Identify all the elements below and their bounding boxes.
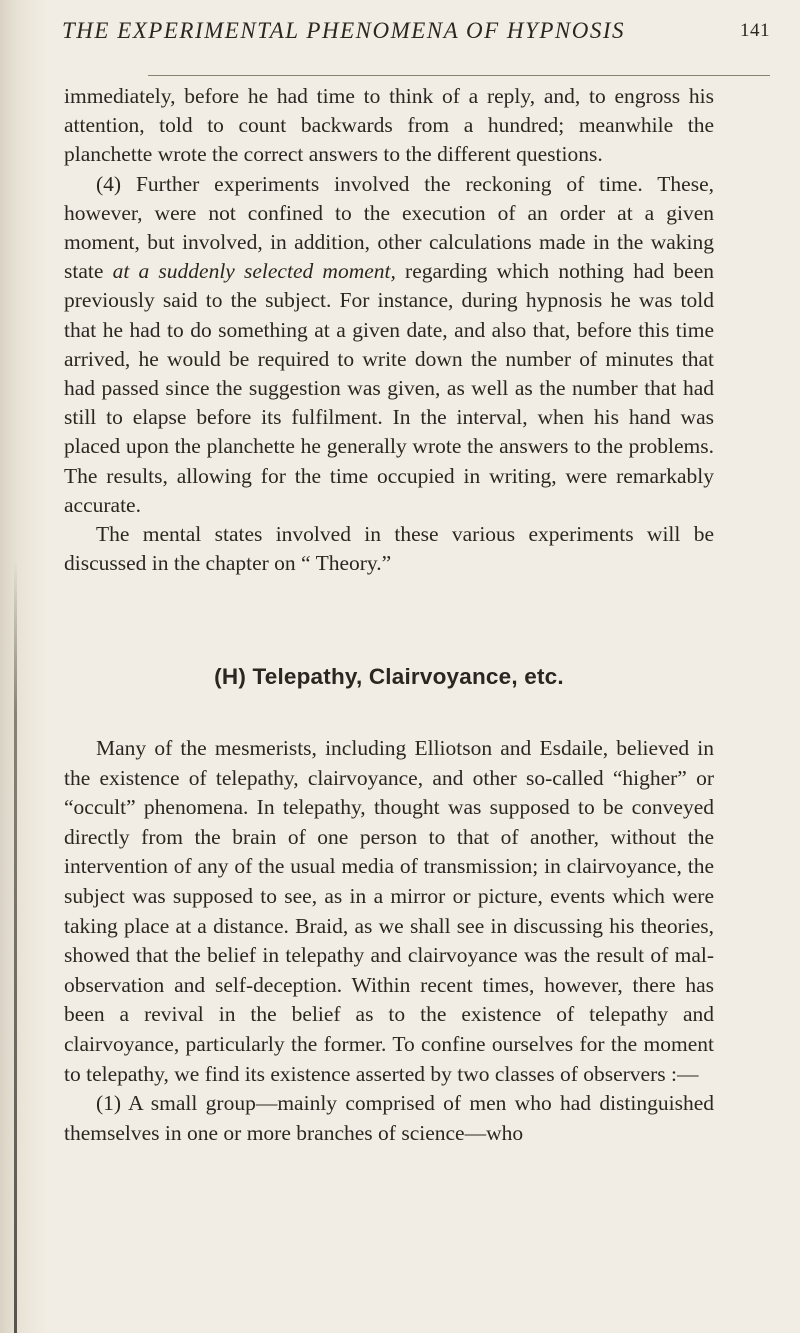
paragraph-text: regarding which nothing had been previously said to the subject. For instance, during hypnosis he was told that he had to do something at a given date, and also that, before this time arrived, he would be required to write down the number of minutes that had passed since the suggestion was given, as well as the number that had still to elapse before its fulfilment. In the interval, when his hand was placed upon the planchette he generally wrote the answers to the problems. The results, allowing for the time occupied in writing, were remarkably accurate. xyxy=(64,259,715,517)
italic-phrase: at a suddenly selected moment, xyxy=(112,259,396,284)
header-rule xyxy=(148,75,770,76)
paragraph-small-group: (1) A small group—mainly comprised of men who had distinguished themselves in one or more branches of science—who xyxy=(64,1091,714,1145)
binding-edge xyxy=(14,560,17,1333)
page-header xyxy=(62,18,770,52)
paragraph-text: (4) Further experiments involved the reckoning of time. These, however, were not confined to the execution of an order at a given moment, but involved, in addition, other calculations made in the waking state xyxy=(64,171,714,284)
section-heading: (H) Telepathy, Clairvoyance, etc. xyxy=(214,664,564,689)
body-text-bottom xyxy=(64,734,714,1148)
body-text-top xyxy=(64,82,714,578)
paragraph-mesmerists: Many of the mesmerists, including Elliotson and Esdaile, believed in the existence of telepathy, clairvoyance, and other so-called “higher” or “occult” phenomena. In telepathy, thought was supposed to be conveyed directly from the brain of one person to that of another, without the intervention of any of the usual media of transmission; in clairvoyance, the subject was supposed to see, as in a mirror or picture, events which were taking place at a distance. Braid, as we shall see in discussing his theories, showed that the belief in telepathy and clairvoyance was the result of mal-observation and self-deception. Within recent times, however, there has been a revival in the belief as to the existence of telepathy and clairvoyance, particularly the former. To confine ourselves for the moment to telepathy, we find its existence asserted by two classes of observers :— xyxy=(64,736,714,1086)
paragraph-continuation: immediately, before he had time to think of a reply, and, to engross his attention, told to count backwards from a hundred; meanwhile the planchette wrote the correct answers to the different questions. xyxy=(64,84,714,167)
running-head: THE EXPERIMENTAL PHENOMENA OF HYPNOSIS xyxy=(62,18,625,43)
page-number: 141 xyxy=(740,20,770,41)
paragraph-further-experiments xyxy=(64,170,714,520)
paragraph-mental-states: The mental states involved in these various experiments will be discussed in the chapter on “ Theory.” xyxy=(64,522,714,576)
page-gutter-shadow xyxy=(0,0,46,1333)
